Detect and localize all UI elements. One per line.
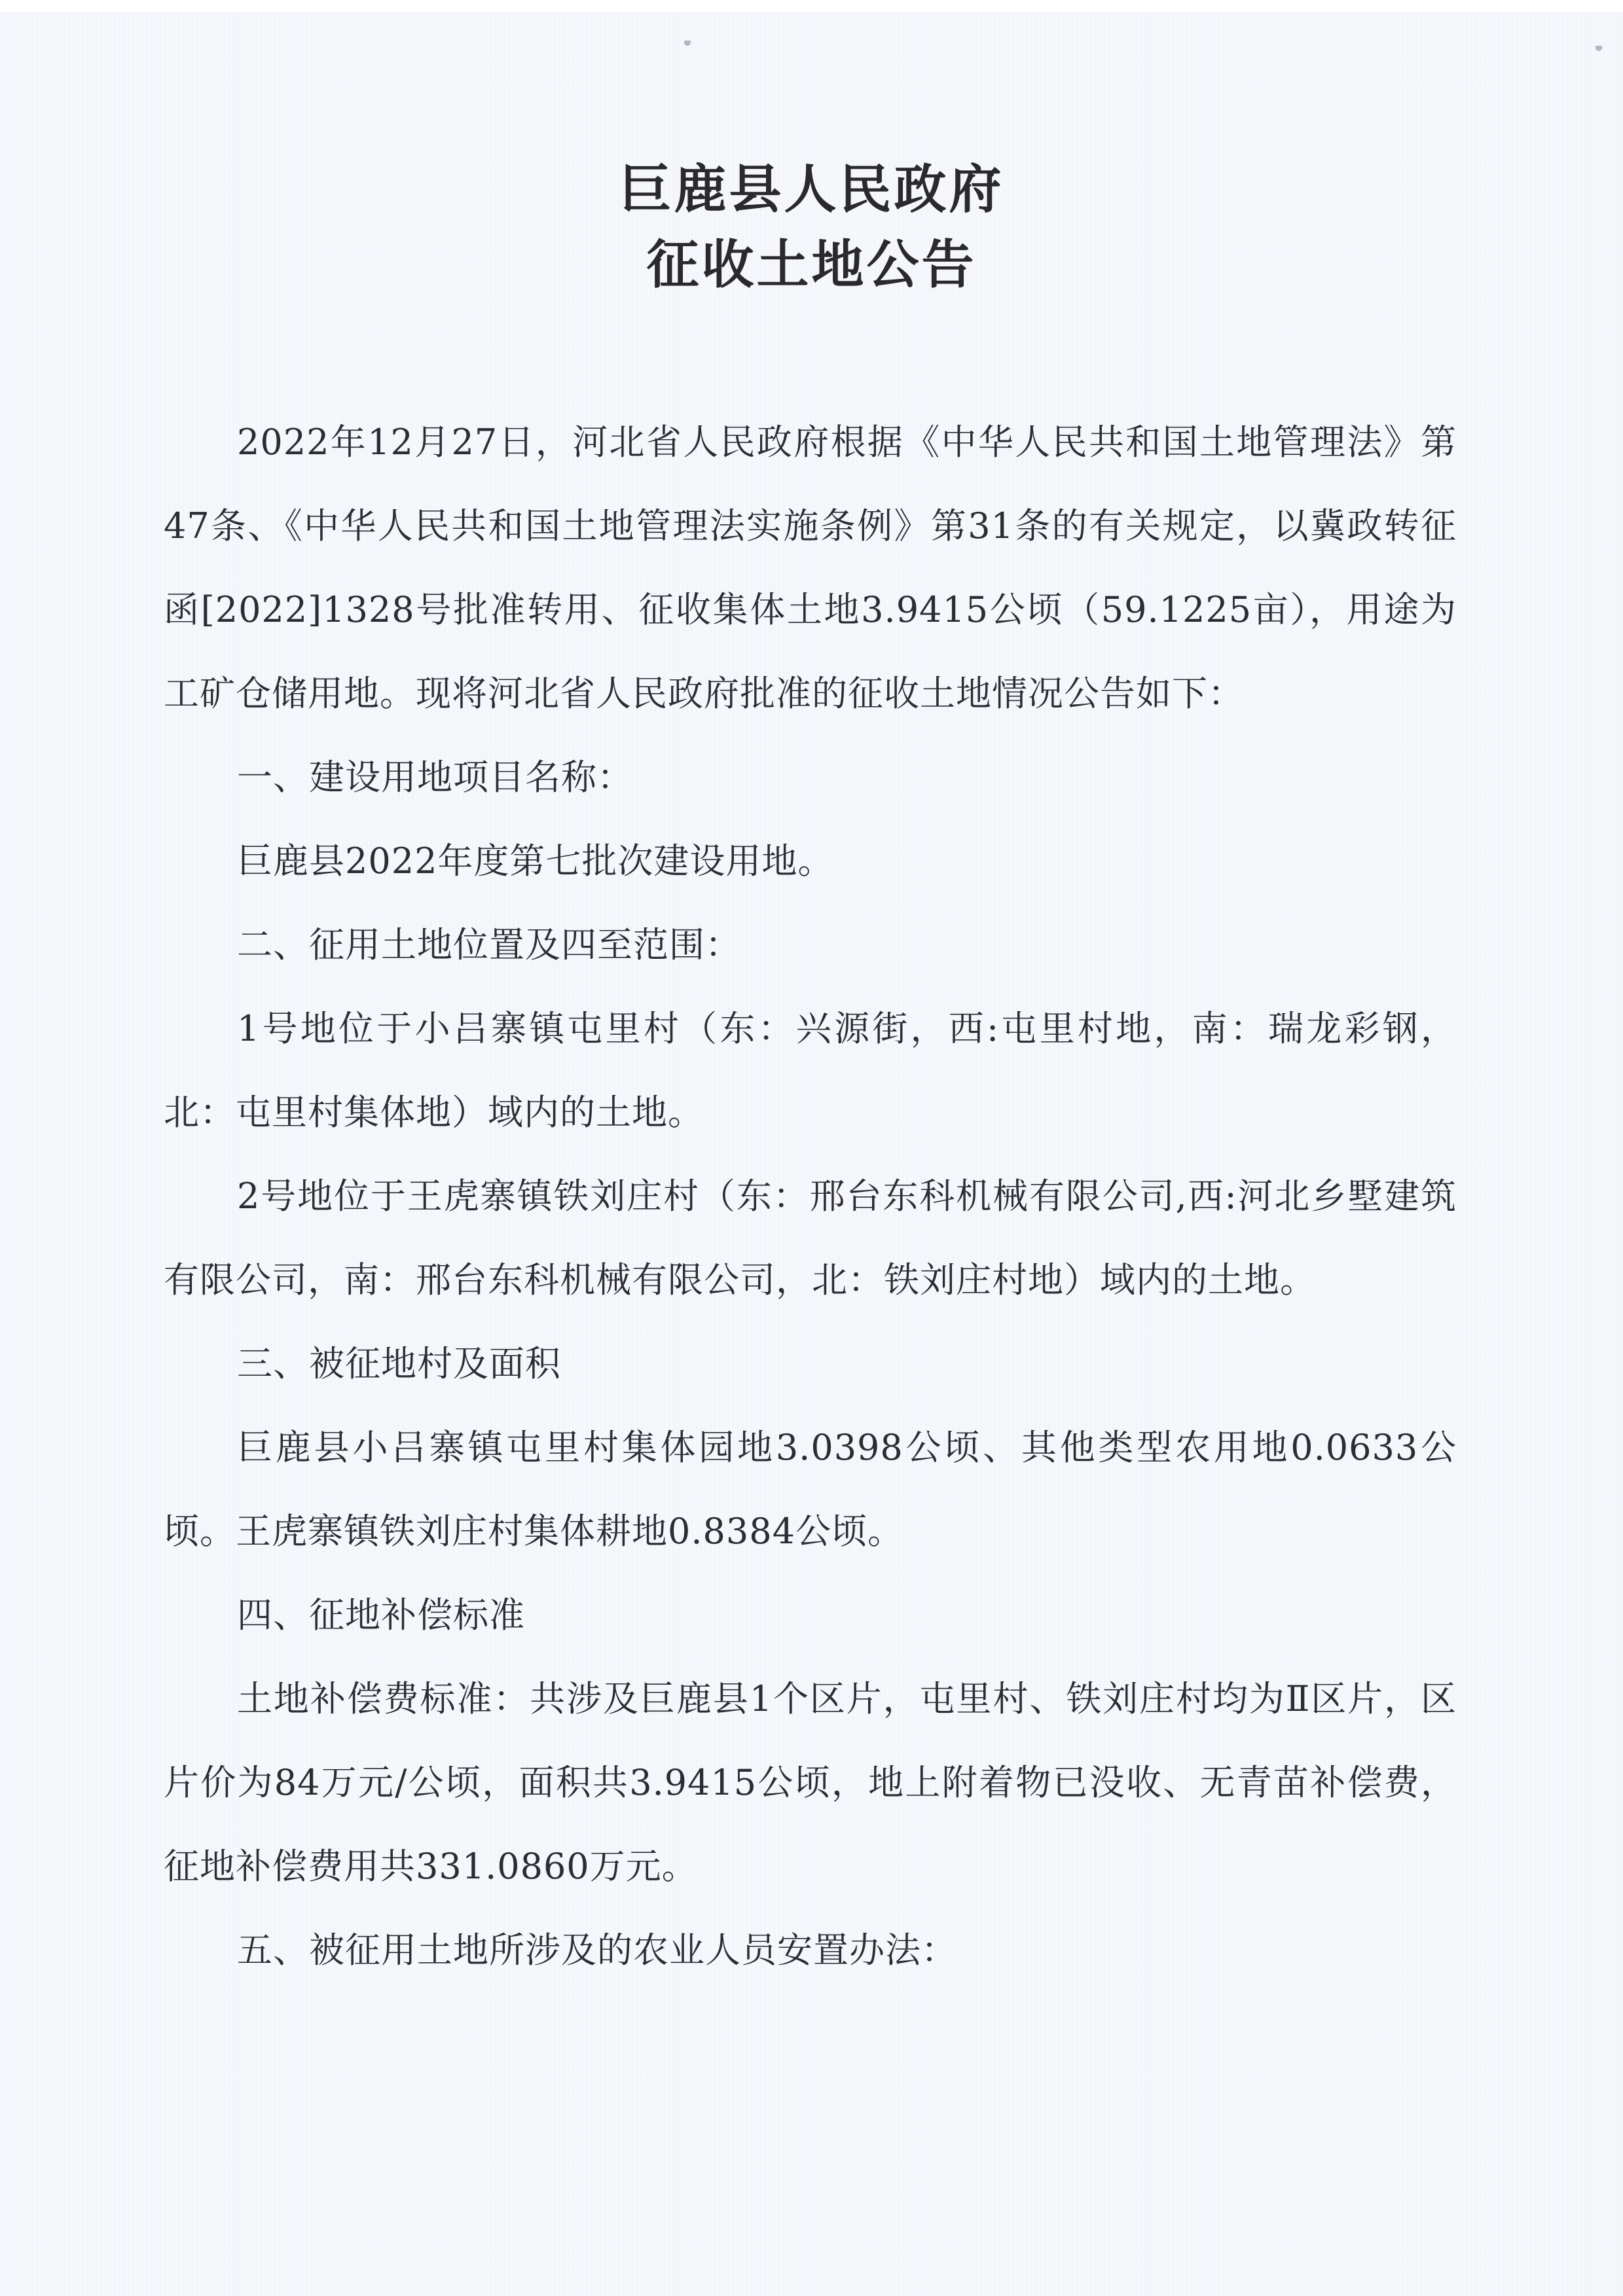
section-heading-2: 二、征用土地位置及四至范围： (237, 924, 741, 965)
document-title-line1: 巨鹿县人民政府 (619, 159, 1004, 220)
scan-speck (684, 41, 691, 46)
parcel-2-description: 2号地位于王虎寨镇铁刘庄村（东：邢台东科机械有限公司,西:河北乡墅建筑有限公司，南：邢台东科机械有限公司，北：铁刘庄村地）域内的土地。 (164, 1175, 1457, 1300)
scan-speck (1596, 46, 1602, 51)
section-heading-1: 一、建设用地项目名称： (237, 757, 633, 798)
document-body (164, 401, 1457, 1992)
project-name: 巨鹿县2022年度第七批次建设用地。 (237, 840, 834, 882)
parcel-1-description: 1号地位于小吕寨镇屯里村（东：兴源街，西:屯里村地，南：瑞龙彩钢，北：屯里村集体地）域内的土地。 (164, 1008, 1457, 1133)
section-heading-4: 四、征地补偿标准 (237, 1594, 525, 1636)
compensation-standard: 土地补偿费标准：共涉及巨鹿县1个区片，屯里村、铁刘庄村均为Ⅱ区片，区片价为84万元/公顷，面积共3.9415公顷，地上附着物已没收、无青苗补偿费，征地补偿费用共331.0860万元。 (164, 1678, 1457, 1887)
section-heading-5: 五、被征用土地所涉及的农业人员安置办法： (237, 1929, 957, 1971)
section-heading-3: 三、被征地村及面积 (237, 1343, 561, 1384)
village-area-description: 巨鹿县小吕寨镇屯里村集体园地3.0398公顷、其他类型农用地0.0633公顷。王虎寨镇铁刘庄村集体耕地0.8384公顷。 (164, 1427, 1457, 1552)
document-title-line2: 征收土地公告 (646, 234, 977, 295)
intro-paragraph: 2022年12月27日，河北省人民政府根据《中华人民共和国土地管理法》第47条、《中华人民共和国土地管理法实施条例》第31条的有关规定，以冀政转征函[2022]1328号批准转用、征收集体土地3.9415公顷（59.1225亩），用途为工矿仓储用地。现将河北省人民政府批准的征收土地情况公告如下： (164, 422, 1457, 714)
scan-edge (0, 0, 1623, 12)
